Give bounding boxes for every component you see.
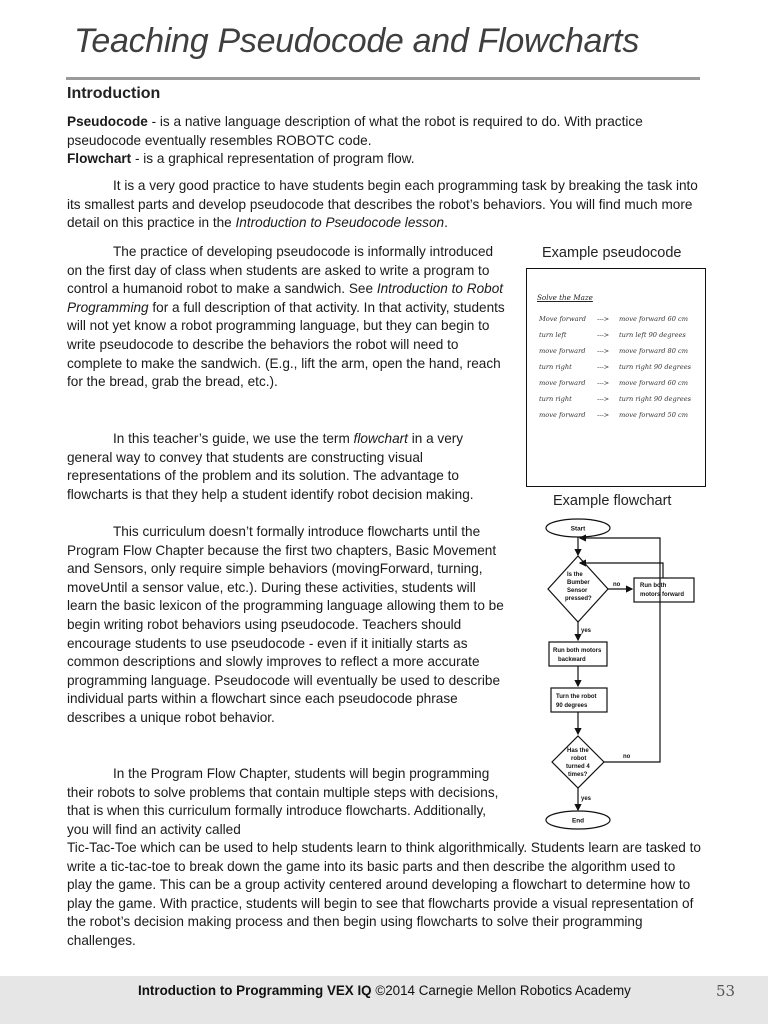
row-action: Move forward: [539, 315, 586, 323]
end-label: End: [571, 817, 585, 825]
paragraph-text: in a very general way to convey that students are constructing visual representations of the problem and its solution. The advantage to flowcharts is that they help a student identify robot decision making.: [67, 431, 474, 502]
row-action: turn right: [539, 363, 572, 371]
row-code: turn left 90 degrees: [619, 331, 686, 339]
row-action: move forward: [539, 379, 586, 387]
pseudocode-definition-text: - is a native language description of what the robot is required to do. With practice pseudocode eventually resembles ROBOTC code.: [67, 114, 643, 148]
page-footer: [0, 976, 768, 1024]
decision1-line: Is the: [567, 572, 583, 578]
process-run-forward: [634, 578, 694, 602]
row-action: turn right: [539, 395, 572, 403]
section-heading: Introduction: [67, 85, 161, 102]
row-action: move forward: [539, 347, 586, 355]
row-code: turn right 90 degrees: [619, 363, 692, 371]
flowchart-term: Flowchart: [67, 151, 132, 167]
forward-box-line: Run both: [640, 583, 667, 589]
no-label: no: [623, 754, 631, 760]
decision1-line: Bumber: [567, 580, 590, 586]
row-arrow: --->: [597, 363, 610, 371]
paragraph-text: for a full description of that activity. In that activity, students will not yet know a robot programming language, but they can begin to write pseudocode to describe the behaviors the robot will need to complete to make the sandwich. (E.g., lift the arm, open the hand, reach for the bread, grab the bread, etc.).: [67, 299, 505, 390]
row-arrow: --->: [597, 411, 610, 419]
row-arrow: --->: [597, 331, 610, 339]
page-number: 53: [716, 982, 736, 1000]
decision2-line: Has the: [567, 748, 589, 754]
forward-box-line: motors forward: [640, 592, 685, 598]
turn-box-line: 90 degrees: [556, 703, 588, 709]
paragraph-text: .: [444, 215, 448, 231]
loop-arrow: [580, 563, 663, 578]
footer-credit: [138, 983, 631, 998]
decision2-line: robot: [571, 756, 587, 762]
copyright-text: ©2014 Carnegie Mellon Robotics Academy: [371, 983, 631, 998]
row-code: move forward 60 cm: [619, 379, 688, 387]
start-label: Start: [570, 525, 586, 533]
no-label: no: [613, 582, 621, 588]
yes-label: yes: [581, 628, 592, 634]
term-emphasis: flowchart: [353, 431, 408, 446]
decision2-line: turned 4: [566, 764, 590, 770]
row-arrow: --->: [597, 395, 610, 403]
paragraph-text: It is a very good practice to have students begin each programming task by breaking the task into its smallest parts and develop pseudocode that describes the robot’s behaviors. You will find much more detail on this practice in the: [67, 178, 698, 231]
row-action: turn left: [539, 331, 567, 339]
row-code: move forward 80 cm: [619, 347, 688, 355]
decision1-line: pressed?: [565, 596, 592, 602]
row-code: move forward 50 cm: [619, 411, 688, 419]
flowchart-caption: Example flowchart: [553, 493, 672, 509]
course-title: Introduction to Programming VEX IQ: [138, 983, 372, 998]
paragraph-program-flow: In the Program Flow Chapter, students will begin programming their robots to solve problems that contain multiple steps with decisions, that is when this curriculum formally introduce flowcharts. Additionally, you will find an activity called: [67, 766, 499, 837]
decision-turned-four-times: [552, 736, 604, 788]
paragraph-text: The practice of developing pseudocode is informally introduced on the first day of class when students are asked to write a program to control a humanoid robot to make a sandwich. See: [67, 244, 494, 297]
row-code: turn right 90 degrees: [619, 395, 692, 403]
backward-box-line: backward: [558, 657, 586, 663]
pseudocode-heading: Solve the Maze: [537, 293, 593, 302]
page-title: Teaching Pseudocode and Flowcharts: [74, 22, 640, 60]
flowchart-definition-text: - is a graphical representation of program flow.: [131, 151, 415, 167]
turn-box-line: Turn the robot: [556, 694, 597, 700]
pseudocode-term: Pseudocode: [67, 114, 148, 129]
row-code: move forward 60 cm: [619, 315, 688, 323]
row-arrow: --->: [597, 379, 610, 387]
row-action: move forward: [539, 411, 586, 419]
decision2-line: times?: [568, 772, 588, 778]
row-arrow: --->: [597, 315, 610, 323]
backward-box-line: Run both motors: [553, 648, 602, 654]
paragraph-curriculum: This curriculum doesn’t formally introduce flowcharts until the Program Flow Chapter because the first two chapters, Basic Movement and Sensors, only require simple behaviors (movingForward, turning, moveUntil a sensor value, etc.). During these activities, students will learn the basic lexicon of the programming language allowing them to be begin writing robot behaviors using pseudocode. Teachers should encourage students to use pseudocode - even if it initially starts as common descriptions and slowly improves to reflect a more accurate programming language. Pseudocode will eventually be used to describe individual parts within a flowchart since each pseudocode phrase describes a unique robot behavior.: [67, 524, 504, 725]
lesson-reference: Introduction to Robot Programming: [67, 281, 504, 315]
pseudocode-caption: Example pseudocode: [542, 245, 682, 261]
lesson-reference: Introduction to Pseudocode lesson: [235, 215, 445, 231]
decision1-line: Sensor: [567, 588, 588, 594]
paragraph-text: In this teacher’s guide, we use the term: [113, 431, 354, 446]
yes-label: yes: [581, 796, 592, 802]
paragraph-tic-tac-toe: Tic-Tac-Toe which can be used to help students learn to think algorithmically. Students learn are tasked to write a tic-tac-toe to break down the game into its basic parts and then describe the algorithm used to play the game. This can be a group activity centered around developing a flowchart to determine how to play the game. With practice, students will begin to see that flowcharts provide a visual representation of the robot’s decision making process and then begin using flowcharts to solve their programming challenges.: [67, 840, 701, 948]
row-arrow: --->: [597, 347, 610, 355]
